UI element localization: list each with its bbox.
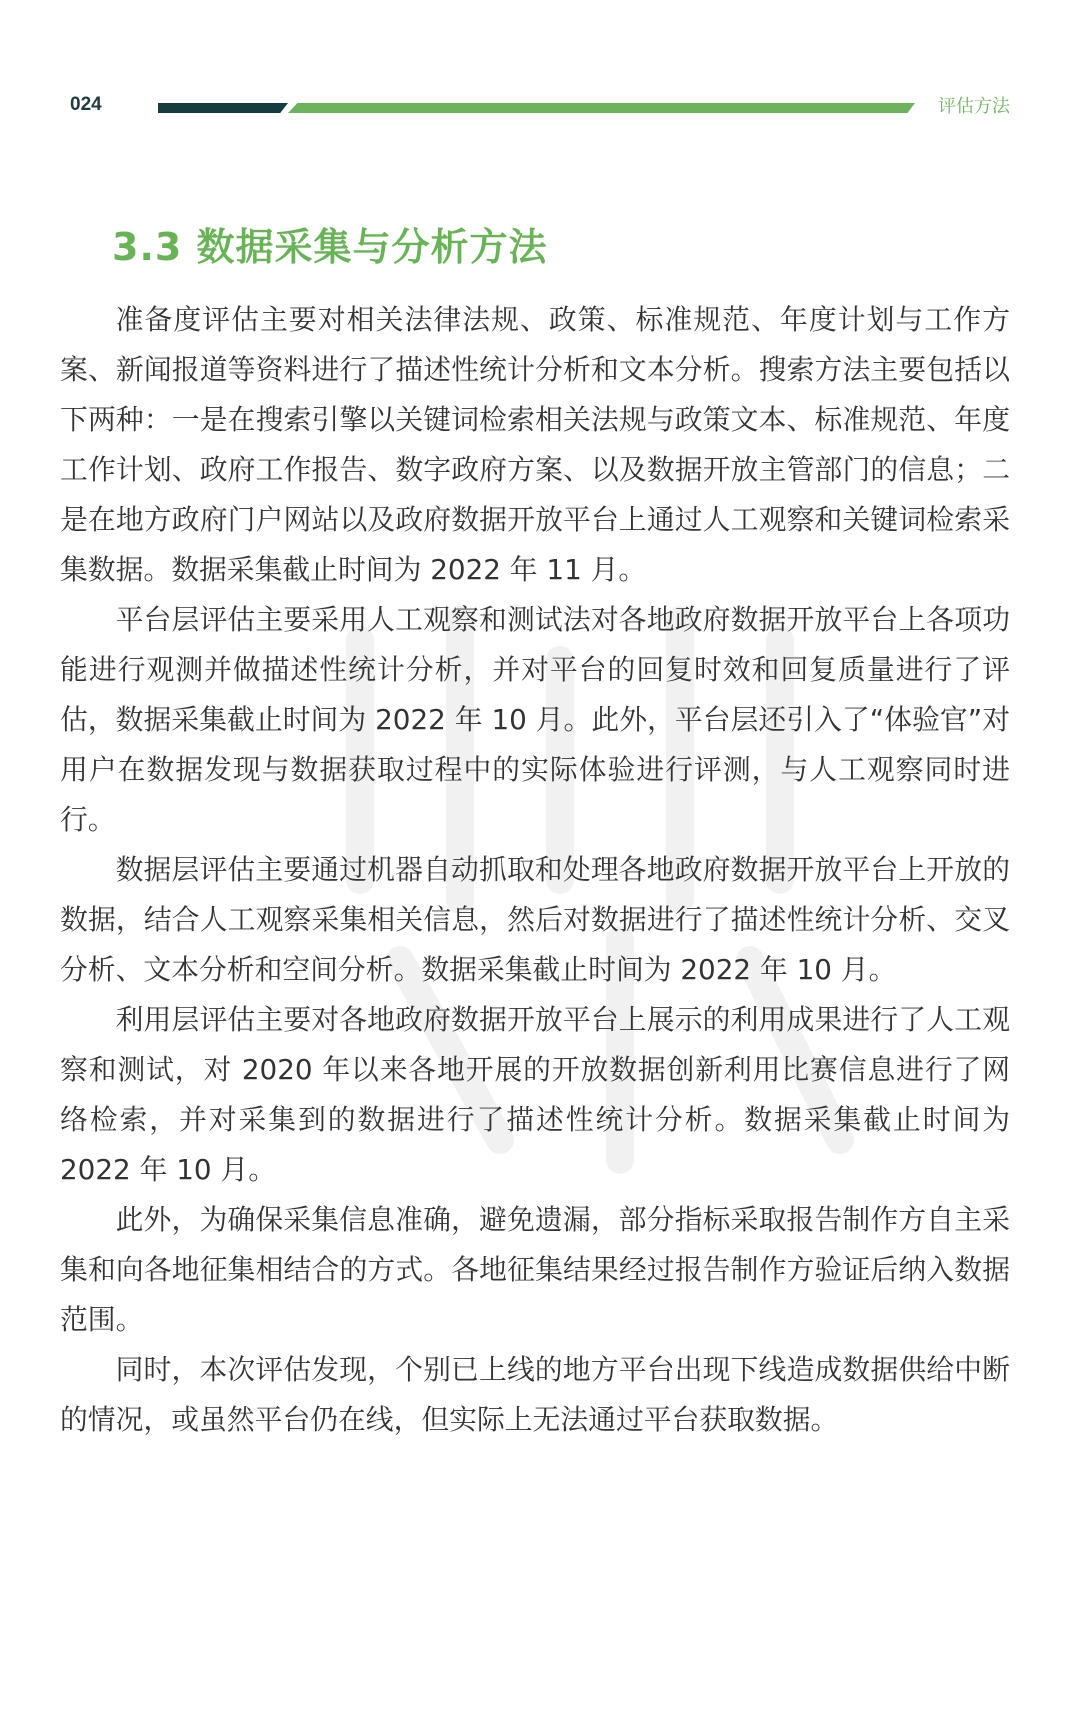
paragraph-readiness: 准备度评估主要对相关法律法规、政策、标准规范、年度计划与工作方案、新闻报道等资料进行了描述性统计分析和文本分析。搜索方法主要包括以下两种：一是在搜索引擎以关键词检索相关法规与政策文本、标准规范、年度工作计划、政府工作报告、数字政府方案、以及数据开放主管部门的信息；二是在地方政府门户网站以及政府数据开放平台上通过人工观察和关键词检索采集数据。数据采集截止时间为 2022 年 11 月。 [60,303,1010,586]
header-bar-green [288,103,915,113]
paragraph-data: 数据层评估主要通过机器自动抓取和处理各地政府数据开放平台上开放的数据，结合人工观察采集相关信息，然后对数据进行了描述性统计分析、交叉分析、文本分析和空间分析。数据采集截止时间为 2022 年 10 月。 [60,853,1010,986]
section-label: 评估方法 [938,96,1010,117]
page-header [70,92,1010,122]
section-title: 3.3 数据采集与分析方法 [112,225,548,269]
paragraph-utilization: 利用层评估主要对各地政府数据开放平台上展示的利用成果进行了人工观察和测试，对 2020 年以来各地开展的开放数据创新利用比赛信息进行了网络检索，并对采集到的数据进行了描述性统计分析。数据采集截止时间为 2022 年 10 月。 [60,1003,1010,1186]
page-number: 024 [70,94,102,115]
body-text [60,295,1010,1445]
paragraph-platform: 平台层评估主要采用人工观察和测试法对各地政府数据开放平台上各项功能进行观测并做描述性统计分析，并对平台的回复时效和回复质量进行了评估，数据采集截止时间为 2022 年 10 月。此外，平台层还引入了“体验官”对用户在数据发现与数据获取过程中的实际体验进行评测，与人工观察同时进行。 [60,603,1010,836]
paragraph-collection-note: 此外，为确保采集信息准确，避免遗漏，部分指标采取报告制作方自主采集和向各地征集相结合的方式。各地征集结果经过报告制作方验证后纳入数据范围。 [60,1203,1010,1336]
header-bar-dark [158,103,288,113]
paragraph-offline-note: 同时，本次评估发现，个别已上线的地方平台出现下线造成数据供给中断的情况，或虽然平台仍在线，但实际上无法通过平台获取数据。 [60,1353,1010,1436]
